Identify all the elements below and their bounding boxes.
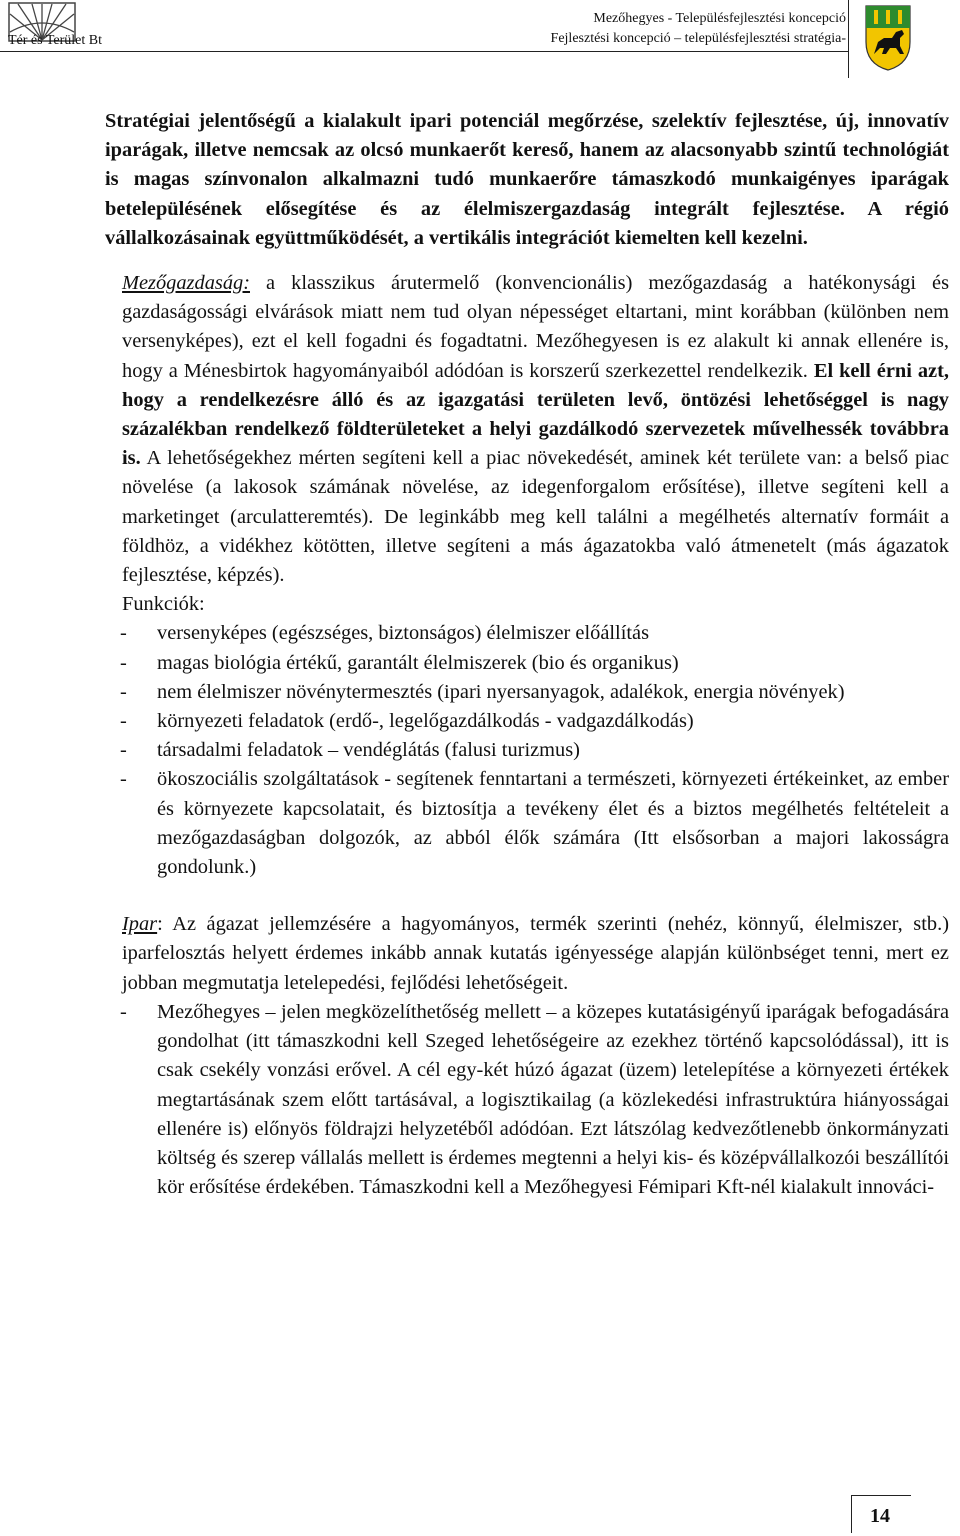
list-item: - magas biológia értékű, garantált élelmiszerek (bio és organikus) [120, 651, 679, 674]
agriculture-heading: Mezőgazdaság: [122, 272, 250, 295]
agriculture-paragraph [87, 269, 949, 590]
list-item: - társadalmi feladatok – vendéglátás (falusi turizmus) [120, 739, 580, 762]
industry-list [87, 998, 949, 1202]
header-title-line1: Mezőhegyes - Településfejlesztési koncepció [593, 11, 846, 26]
document-body [87, 107, 949, 1202]
footer-divider [851, 1495, 911, 1496]
list-item: - környezeti feladatok (erdő-, legelőgazdálkodás - vadgazdálkodás) [120, 710, 694, 733]
company-name: Tér és Terület Bt [8, 33, 103, 48]
list-item: - Mezőhegyes – jelen megközelíthetőség mellett – a közepes kutatásigényű iparágak befogadására gondolhat (itt támaszkodni kell Szeged lehetőségeire az ezekhez történő kapcsolódással), itt is csak csekély vonzási erővel. A cél egy-két húzó ágazat (üzem) letelepítése a környezeti értékek megtartásának szem előtt tartásával, a logisztikailag (a közlekedési infrastruktúra hiányosságai ellenére is) előnyös földrajzi helyzetéből adódóan. Ezt látszólag kedvezőtlenebb önkormányzati költség és szerep vállalás mellett is érdemes megtenni a helyi kis- és középvállalkozói beszállítói kör erősítése érdekében. Támaszkodni kell a Mezőhegyesi Fémipari Kft-nél kialakult innováci- [120, 1000, 949, 1199]
footer-vertical-divider [851, 1495, 852, 1533]
industry-text: : Az ágazat jellemzésére a hagyományos, termék szerinti (nehéz, könnyű, élelmiszer, stb.) iparfelosztás helyett érdemes inkább annak kutatás igényessége alapján különbséget tenni, mert ez jobban megmutatja letelepedési, fejlődési lehetőségeit. [122, 913, 949, 994]
header-title [551, 9, 846, 49]
agriculture-text-1: a klasszikus árutermelő (konvencionális) mezőgazdaság a hatékonysági és gazdaságossági elvárások miatt nem tud olyan népességet eltartani, mint korábban (különben nem versenyképes), ezt el kell fogadni és fogadtatni. Mezőhegyesen is ez alakult ki annak ellenére is, hogy a Ménesbirtok hagyományaiból adódóan is korszerű szerkezettel rendelkezik. [122, 272, 949, 382]
agriculture-bold-text: El kell érni azt, hogy a rendelkezésre álló és az igazgatási területen levő, öntözési lehetőséggel is nagy százalékban rendelkező földterületeket a helyi gazdálkodó szervezetek művelhessék továbbra is. [122, 359, 949, 470]
list-item: - nem élelmiszer növénytermesztés (ipari nyersanyagok, adalékok, energia növények) [120, 680, 845, 703]
header-title-line2: Fejlesztési koncepció – településfejlesztési stratégia- [550, 31, 846, 46]
list-item: - ökoszociális szolgáltatások - segítenek fenntartani a természeti, környezeti értékeinket, az ember és környezete kapcsolatait, és biztosítja a tevékeny élet és a biztos megélhetés feltételeit a mezőgazdaságban dolgozók, az abból élők számára (Itt elsősorban a majori lakosságra gondolunk.) [120, 768, 949, 879]
industry-heading: Ipar [122, 913, 158, 936]
page-header [0, 0, 960, 78]
page-number: 14 [870, 1505, 890, 1527]
industry-paragraph [87, 910, 949, 998]
horse-coat-of-arms-icon [860, 2, 916, 72]
header-divider [0, 51, 848, 52]
functions-label: Funkciók: [122, 593, 205, 616]
list-item: - versenyképes (egészséges, biztonságos) élelmiszer előállítás [120, 622, 650, 645]
strategy-paragraph: Stratégiai jelentőségű a kialakult ipari potenciál megőrzése, szelektív fejlesztése, új, innovatív iparágak, illetve nemcsak az olcsó munkaerőt kereső, hanem az alacsonyabb szintű technológiát is magas színvonalon alkalmazni tudó munkaerőre támaszkodó munkaigényes iparágak betelepülésének elősegítése és az élelmiszergazdaság integrált fejlesztése. A régió vállalkozásainak együttműködését, a vertikális integrációt kiemelten kell kezelni. [105, 110, 949, 249]
agriculture-text-2: A lehetőségekhez mérten segíteni kell a piac növekedését, aminek két területe van: a belső piac növelése (a lakosok számának növelése, az idegenforgalom erősítése), illetve segíteni kell a marketinget (arculatteremtés). De leginkább meg kell találni a megélhetés alternatív formáit a földhöz, a vidékhez kötötten, illetve segíteni a más ágazatokba való átmenetelt (más ágazatok fejlesztése, képzés). [122, 447, 949, 587]
functions-list [87, 619, 949, 882]
header-vertical-divider [848, 0, 849, 78]
